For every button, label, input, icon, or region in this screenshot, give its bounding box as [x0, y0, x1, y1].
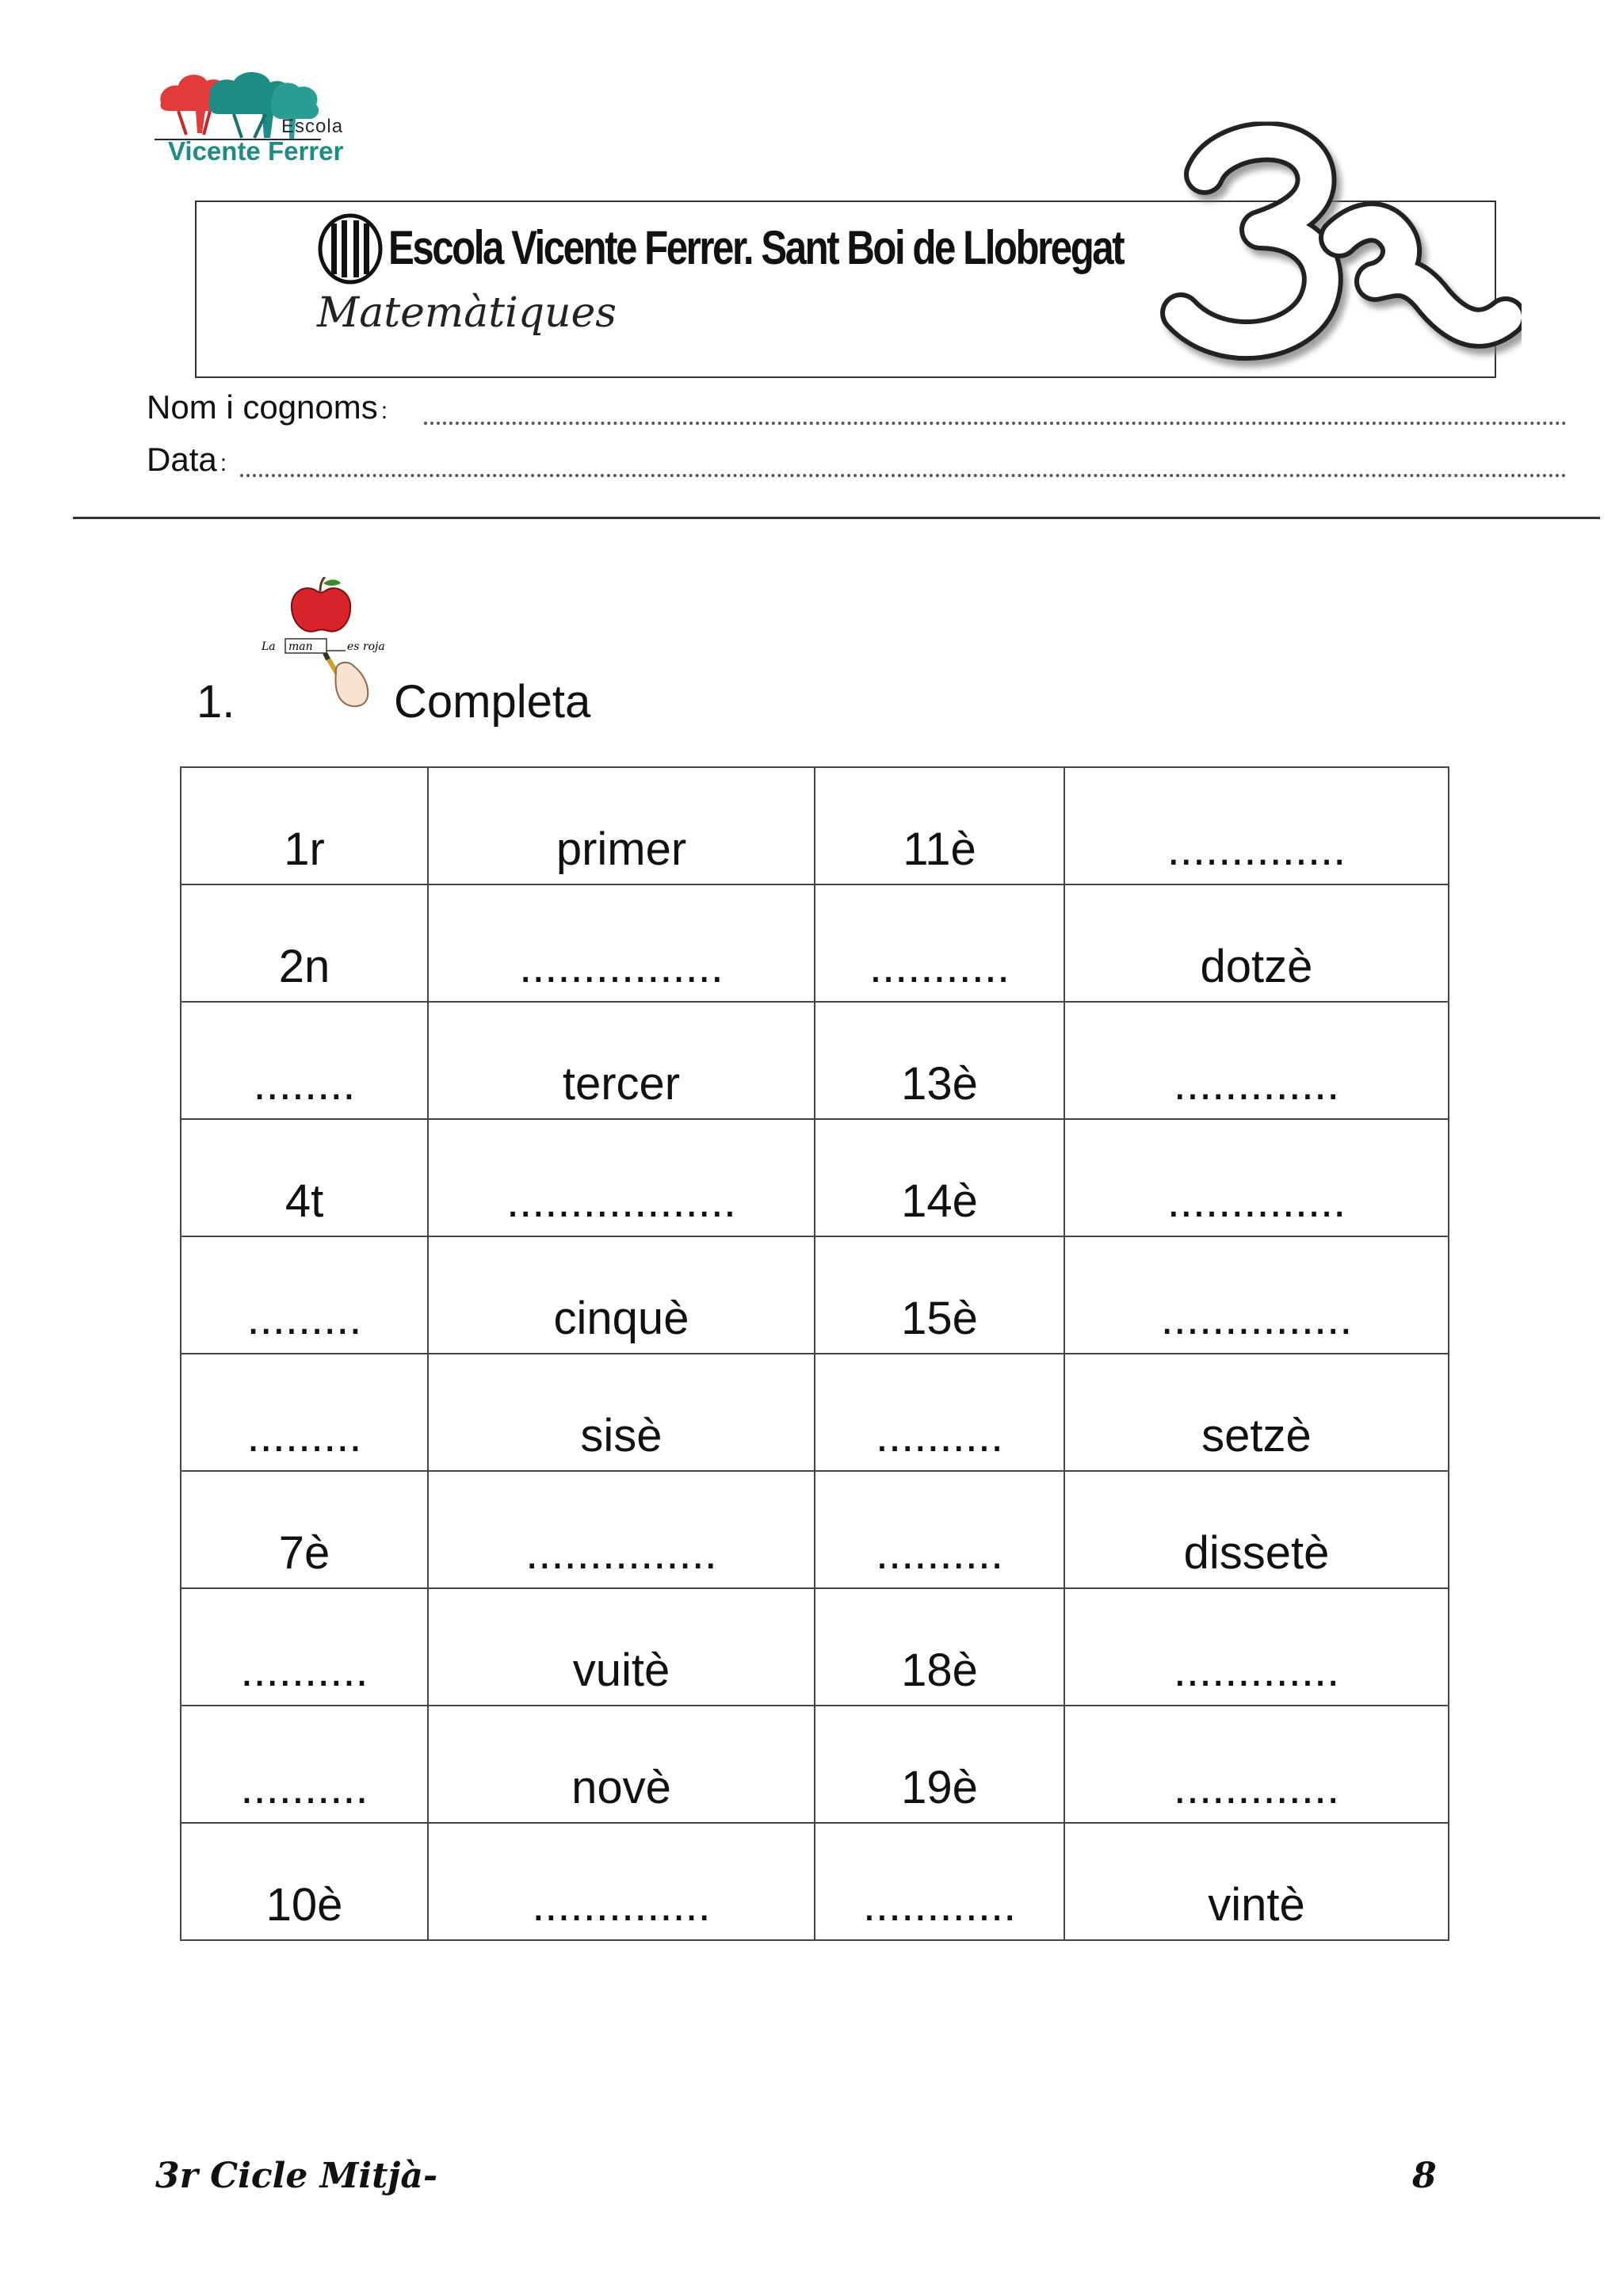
table-cell: ..............: [1064, 1119, 1449, 1236]
table-row: [181, 884, 1449, 1002]
write-pictogram-icon: [258, 577, 393, 712]
table-cell: 11è: [815, 767, 1064, 884]
table-row: [181, 1236, 1449, 1354]
header-divider: [73, 517, 1600, 519]
pictogram-word-left: La: [262, 640, 276, 653]
grade-3r-mark: [1157, 119, 1522, 380]
exercise-title: Completa: [394, 676, 591, 728]
logo-small-text: Escola: [281, 116, 344, 137]
table-row: [181, 1002, 1449, 1119]
ordinals-table: [180, 766, 1449, 1941]
table-cell: primer: [428, 767, 815, 884]
table-cell: ..........: [815, 1471, 1064, 1588]
table-cell: 4t: [181, 1119, 428, 1236]
table-cell: ..........: [181, 1588, 428, 1706]
table-cell: 15è: [815, 1236, 1064, 1354]
date-dotted-line: [240, 474, 1567, 477]
table-cell: ..........: [181, 1706, 428, 1823]
table-row: [181, 1823, 1449, 1940]
table-cell: tercer: [428, 1002, 815, 1119]
table-cell: ................: [428, 884, 815, 1002]
table-cell: 13è: [815, 1002, 1064, 1119]
table-cell: vintè: [1064, 1823, 1449, 1940]
table-cell: ........: [181, 1002, 428, 1119]
table-cell: 10è: [181, 1823, 428, 1940]
table-cell: ...........: [815, 884, 1064, 1002]
table-cell: ..............: [428, 1823, 815, 1940]
name-field[interactable]: [147, 388, 391, 426]
logo-school-name: Vicente Ferrer: [168, 136, 344, 166]
table-cell: novè: [428, 1706, 815, 1823]
catalan-seal-icon: [317, 212, 384, 285]
table-cell: dissetè: [1064, 1471, 1449, 1588]
name-label: Nom i cognoms: [147, 388, 378, 426]
exercise-number: 1.: [197, 676, 235, 728]
table-row: [181, 1471, 1449, 1588]
table-cell: ............: [815, 1823, 1064, 1940]
table-cell: ...............: [428, 1471, 815, 1588]
table-cell: 2n: [181, 884, 428, 1002]
table-cell: 19è: [815, 1706, 1064, 1823]
name-colon: :: [380, 398, 388, 424]
table-cell: dotzè: [1064, 884, 1449, 1002]
table-cell: setzè: [1064, 1354, 1449, 1471]
table-cell: ..........: [815, 1354, 1064, 1471]
pictogram-word-box: man: [288, 640, 313, 653]
table-cell: .........: [181, 1354, 428, 1471]
page-number: 8: [1412, 2156, 1437, 2196]
table-cell: cinquè: [428, 1236, 815, 1354]
table-cell: ...............: [1064, 1236, 1449, 1354]
table-row: [181, 1354, 1449, 1471]
footer-course: 3r Cicle Mitjà-: [155, 2156, 438, 2196]
table-cell: 14è: [815, 1119, 1064, 1236]
table-cell: ..............: [1064, 767, 1449, 884]
table-cell: .........: [181, 1236, 428, 1354]
name-dotted-line: [424, 422, 1567, 425]
date-colon: :: [220, 450, 227, 476]
school-title: Escola Vicente Ferrer. Sant Boi de Llobregat: [388, 221, 1124, 274]
date-label: Data: [147, 441, 217, 478]
table-cell: 18è: [815, 1588, 1064, 1706]
table-row: [181, 1706, 1449, 1823]
table-cell: 1r: [181, 767, 428, 884]
date-field[interactable]: [147, 441, 230, 479]
table-cell: .............: [1064, 1706, 1449, 1823]
subject-title: Matemàtiques: [317, 289, 617, 337]
table-row: [181, 767, 1449, 884]
table-cell: .............: [1064, 1588, 1449, 1706]
table-cell: ..................: [428, 1119, 815, 1236]
table-cell: vuitè: [428, 1588, 815, 1706]
table-row: [181, 1119, 1449, 1236]
table-row: [181, 1588, 1449, 1706]
pictogram-word-right: es roja: [347, 640, 385, 653]
table-cell: sisè: [428, 1354, 815, 1471]
table-cell: .............: [1064, 1002, 1449, 1119]
table-cell: 7è: [181, 1471, 428, 1588]
